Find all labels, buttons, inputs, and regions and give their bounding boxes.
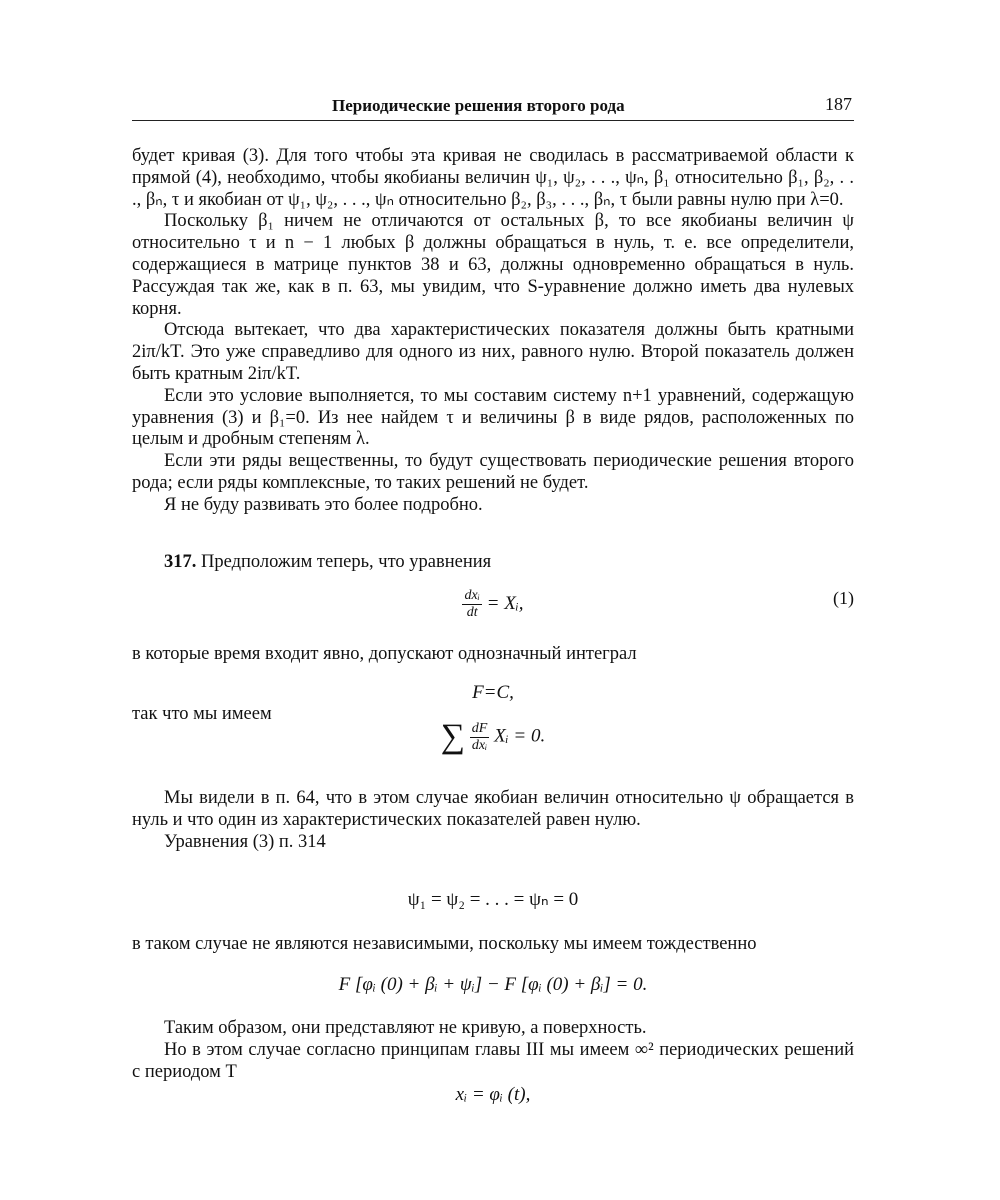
paragraph-6: Я не буду развивать это более подробно. xyxy=(164,494,483,515)
eq1-label: (1) xyxy=(833,588,854,608)
line-equations-ref: Уравнения (3) п. 314 xyxy=(164,831,326,852)
eq1-numerator: dxᵢ xyxy=(464,588,480,603)
section-317-intro xyxy=(132,552,854,574)
eq1-rhs: = Xᵢ, xyxy=(486,592,524,614)
eq1-denominator: dt xyxy=(466,605,478,620)
equation-5: xᵢ = φᵢ (t), xyxy=(455,1084,531,1105)
equation-1 xyxy=(132,588,854,621)
paragraph-1: будет кривая (3). Для того чтобы эта кривая не сводилась в рассматриваемой области к прямой (4), необходимо, чтобы якобианы величин ψ₁, ψ₂, . . ., ψₙ, β₁ относительно β₁, β₂, . . ., βₙ, τ и якобиан от ψ₁, ψ₂, . . ., ψₙ относительно β₂, β₃, . . ., βₙ, τ были равны нулю при λ=0. xyxy=(132,146,854,210)
eq2-numerator: dF xyxy=(471,720,488,736)
paragraph-4: Если это условие выполняется, то мы составим систему n+1 уравнений, содержащую уравнения (3) и β₁=0. Из нее найдем τ и величины β в виде рядов, расположенных по целым и дробным степеням λ. xyxy=(132,385,854,450)
page-number: 187 xyxy=(825,94,852,114)
eq2-rhs: Xᵢ = 0. xyxy=(494,725,546,747)
line-thus-we-have: так что мы имеем xyxy=(132,704,272,724)
equation-4: F [φᵢ (0) + βᵢ + ψᵢ] − F [φᵢ (0) + βᵢ] = 0. xyxy=(338,974,648,995)
section-number: 317. xyxy=(164,552,197,572)
section-intro-text: Предположим теперь, что уравнения xyxy=(201,552,492,572)
line-time-explicit: в которые время входит явно, допускают однозначный интеграл xyxy=(132,644,637,664)
paragraph-10: Но в этом случае согласно принципам главы III мы имеем ∞² периодических решений с периодом T xyxy=(132,1039,854,1082)
equation-3: ψ₁ = ψ₂ = . . . = ψₙ = 0 xyxy=(407,889,579,910)
text-block-4 xyxy=(132,1018,854,1083)
page-header xyxy=(132,92,854,121)
paragraph-2: Поскольку β₁ ничем не отличаются от остальных β, то все якобианы величин ψ относительно τ и n − 1 любых β должны обращаться в нуль, т. е. все определители, содержащиеся в матрице пунктов 38 и 63, должны одновременно обращаться в нуль. Рассуждая так же, как в п. 63, мы увидим, что S-уравнение должно иметь два нулевых корня. xyxy=(132,211,854,319)
sum-symbol: ∑ xyxy=(440,718,465,755)
eq2-denominator: dxᵢ xyxy=(471,737,488,753)
paragraph-7: Мы видели в п. 64, что в этом случае якобиан величин относительно ψ обращается в нуль и что один из характеристических показателей равен нулю. xyxy=(132,788,854,830)
equation-f-c: F=C, xyxy=(472,682,514,703)
paragraph-9: Таким образом, они представляют не кривую, а поверхность. xyxy=(164,1018,647,1038)
paragraph-8: в таком случае не являются независимыми, поскольку мы имеем тождественно xyxy=(132,934,757,954)
text-block-3 xyxy=(132,934,854,956)
running-head: Периодические решения второго рода xyxy=(332,96,625,115)
eq2-fraction xyxy=(470,721,490,754)
eq1-fraction xyxy=(462,588,481,621)
equation-2 xyxy=(132,718,854,756)
paragraph-3: Отсюда вытекает, что два характеристических показателя должны быть кратными 2iπ/kT. Это уже справедливо для одного из них, равного нулю. Второй показатель должен быть кратным 2iπ/kT. xyxy=(132,320,854,384)
text-block-2 xyxy=(132,788,854,853)
paragraph-5: Если эти ряды вещественны, то будут существовать периодические решения второго рода; если ряды комплексные, то таких решений не будет. xyxy=(132,451,854,493)
text-block-1 xyxy=(132,146,854,517)
